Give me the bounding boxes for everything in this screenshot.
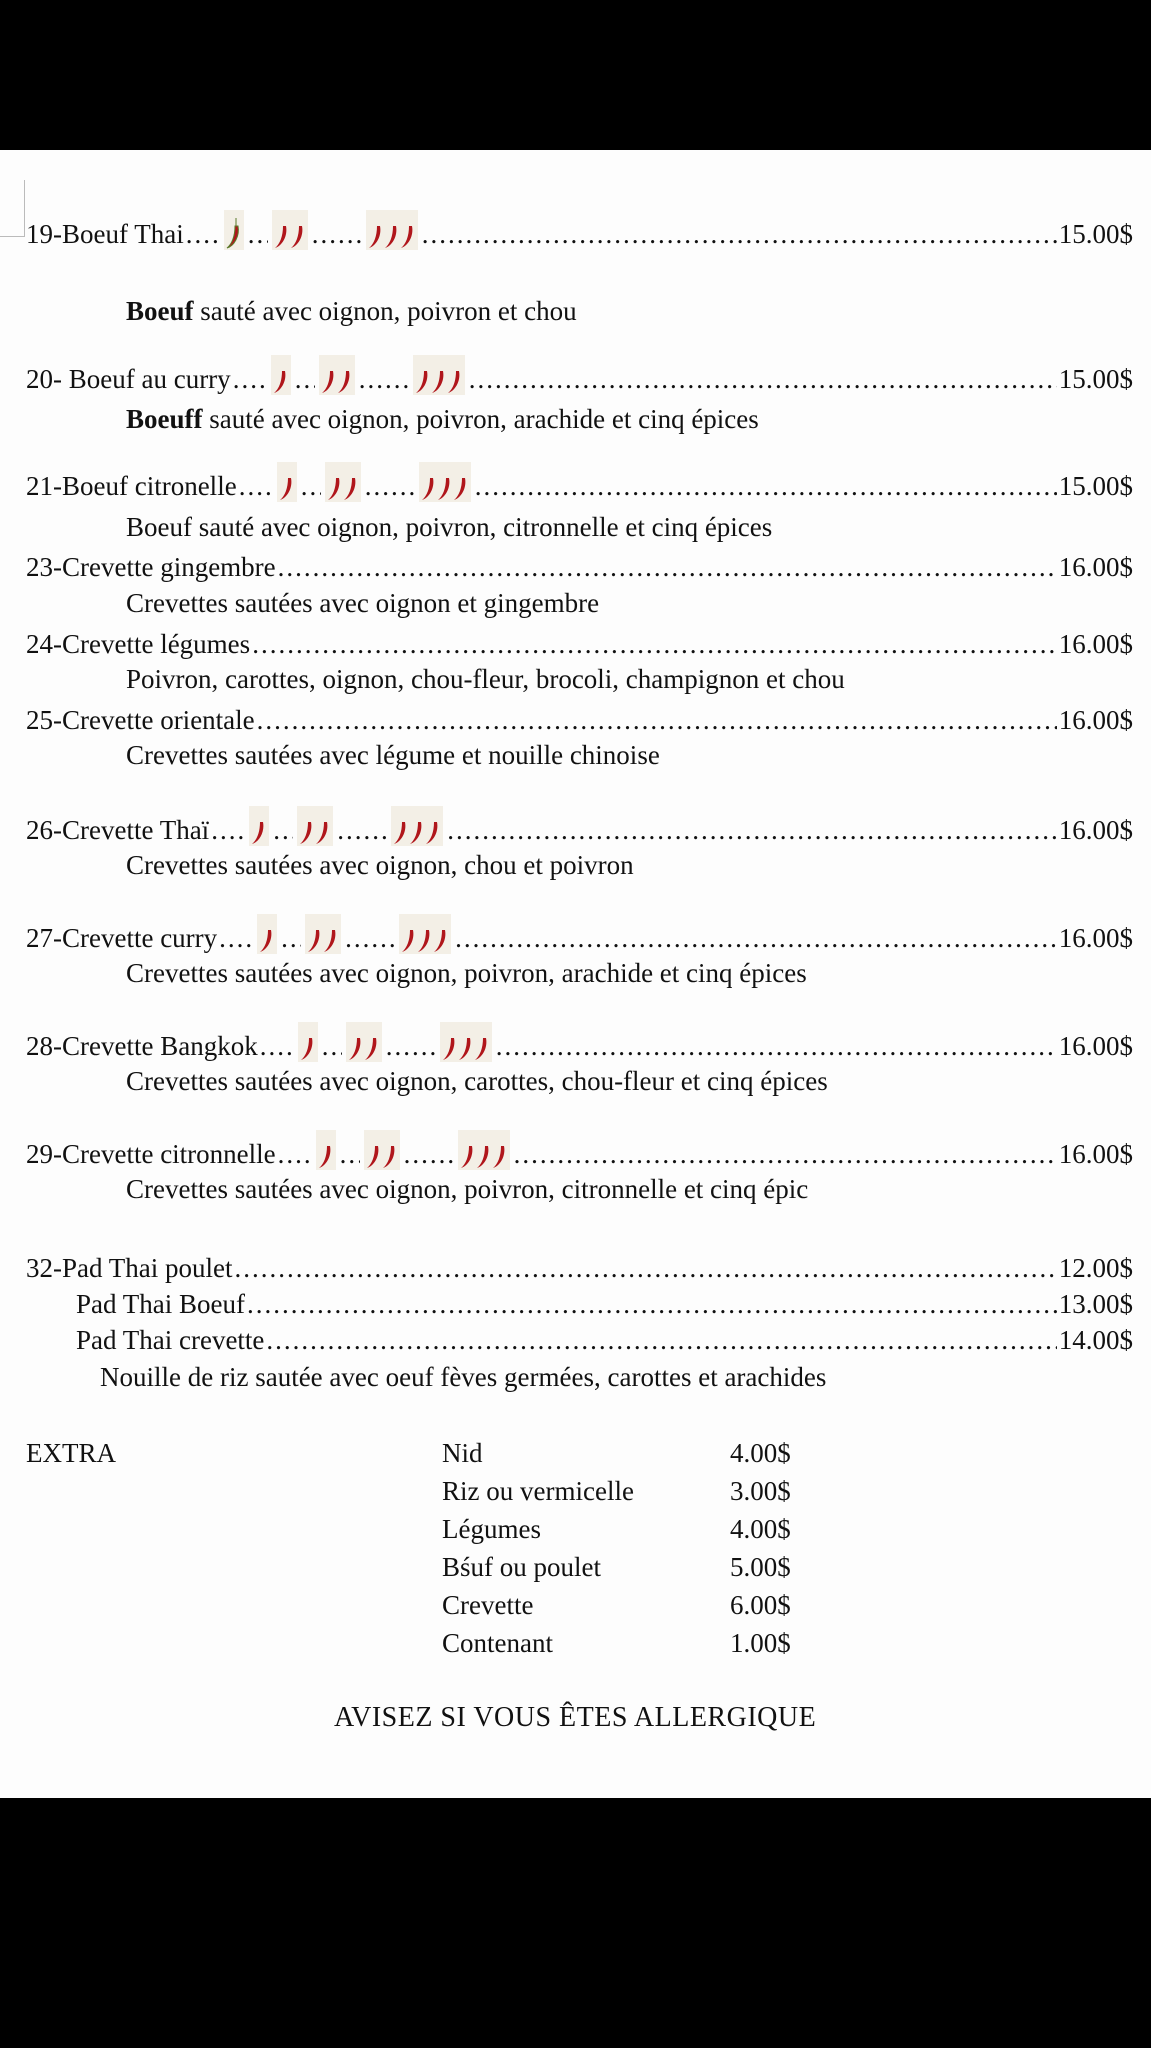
item-description: Crevettes sautées avec oignon, poivron, citronnelle et cinq épic	[126, 1174, 809, 1204]
menu-item: 24-Crevette légumes ..... 16.00$	[26, 620, 1133, 660]
chili-3-icon	[440, 1022, 492, 1062]
menu-item: 28-Crevette Bangkok ..... ..... ..... ..... 16.00$	[26, 1022, 1133, 1062]
menu-item: Pad Thai crevette ..... 14.00$	[76, 1316, 1133, 1356]
menu-item: 21-Boeuf citronelle ..... ..... ..... ..... 15.00$	[26, 462, 1133, 502]
extra-heading: EXTRA	[26, 1438, 116, 1468]
allergy-notice: AVISEZ SI VOUS ÊTES ALLERGIQUE	[334, 1702, 817, 1733]
item-description: Boeuf sauté avec oignon, poivron, citronnelle et cinq épices	[126, 512, 773, 542]
menu-item: 20- Boeuf au curry ..... ..... ..... ..... 15.00$	[26, 355, 1133, 395]
item-description: Crevettes sautées avec oignon, poivron, arachide et cinq épices	[126, 958, 807, 988]
chili-3-icon	[413, 355, 465, 395]
item-price: 15.00$	[1058, 219, 1133, 249]
chili-2-icon	[305, 914, 341, 954]
chili-2-icon	[319, 355, 355, 395]
item-description: Crevettes sautées avec oignon et gingembre	[126, 588, 600, 618]
menu-item: 25-Crevette orientale ..... 16.00$	[26, 696, 1133, 736]
menu-item: 26-Crevette Thaï ..... ..... ..... ..... 16.00$	[26, 806, 1133, 846]
menu-item: 29-Crevette citronnelle ..... ..... ..... ..... 16.00$	[26, 1130, 1133, 1170]
chili-2-icon	[325, 462, 361, 502]
chili-1-icon	[257, 914, 277, 954]
chili-1-icon	[316, 1130, 336, 1170]
item-description: Crevettes sautées avec oignon, carottes, chou-fleur et cinq épices	[126, 1066, 828, 1096]
chili-2-icon	[346, 1022, 382, 1062]
menu-item: 23-Crevette gingembre ..... 16.00$	[26, 543, 1133, 583]
chili-3-icon	[419, 462, 471, 502]
chili-1-icon	[298, 1022, 318, 1062]
item-description: Poivron, carottes, oignon, chou-fleur, brocoli, champignon et chou	[126, 664, 845, 694]
chili-1-icon	[249, 806, 269, 846]
menu-item	[26, 210, 1133, 250]
chili-2-icon	[272, 210, 308, 250]
menu-item: 32-Pad Thai poulet ..... 12.00$	[26, 1244, 1133, 1284]
chili-3-icon	[399, 914, 451, 954]
menu-item: Pad Thai Boeuf ..... 13.00$	[76, 1280, 1133, 1320]
item-name: 19-Boeuf Thai	[26, 219, 184, 249]
chili-1-icon	[271, 355, 291, 395]
chili-3-icon	[366, 210, 418, 250]
item-description: Boeuf sauté avec oignon, poivron et chou	[126, 296, 577, 326]
item-description: Crevettes sautées avec oignon, chou et poivron	[126, 850, 634, 880]
chili-3-icon	[391, 806, 443, 846]
item-description: Crevettes sautées avec légume et nouille chinoise	[126, 740, 660, 770]
menu-page: 19-Boeuf Thai ..... ..... ..... ..... 15.00$ Boeuf sauté avec oignon, poivron et chou 20- Boeuf au curry ..... ..... ..... ..... 15.00$ Boeuff sauté avec oignon, poivron, arachide et cinq épices 21-Boeuf citronelle ..... ..... ..... ..... 15.00$ Boeuf sauté avec oignon, poivron, citronnelle et cinq épices 23-Crevette gingembre ..... 16.00$ Crevettes sautées avec oignon et gingembre 24-Crevette légumes ..... 16.00$ Poivron, carottes, oignon, chou-fleur, brocoli, champignon et chou 25-Crevette orientale ..... 16.00$ Crevettes sautées avec légume et nouille chinoise 26-Crevette Thaï ..... ..... ..... ..... 16.00$ Crevettes sautées avec oignon, chou et poivron 27-Crevette curry ..... ..... ..... ..... 16.00$ Crevettes sautées avec oignon, poivron, arachide et cinq épices 28-Crevette Bangkok ..... ..... ..... ..... 16.00$ Crevettes sautées avec oignon, carottes, chou-fleur et cinq épices 29-Crevette citronnelle ..... ..... ..... ..... 16.00$ Crevettes sautées avec oignon, poivron, citronnelle et cinq épic 32-Pad Thai poulet ..... 12.00$ Pad Thai Boeuf ..... 13.00$ Pad Thai crevette ..... 14.00$ Nouille de riz sautée avec oeuf fèves germées, carottes et arachides EXTRA Nid 4.00$ Riz ou vermicelle 3.00$ Légumes 4.00$ Bśuf ou poulet 5.00$ Crevette 6.00$ Contenant 1.00$ AVISEZ SI VOUS ÊTES ALLERGIQUE	[0, 150, 1151, 1798]
menu-item: 27-Crevette curry ..... ..... ..... ..... 16.00$	[26, 914, 1133, 954]
chili-2-icon	[297, 806, 333, 846]
chili-1-icon	[277, 462, 297, 502]
chili-2-icon	[364, 1130, 400, 1170]
chili-1-icon	[224, 210, 244, 250]
page-corner-mark	[0, 180, 25, 237]
item-description: Boeuff sauté avec oignon, poivron, arachide et cinq épices	[126, 404, 759, 434]
chili-3-icon	[458, 1130, 510, 1170]
item-description: Nouille de riz sautée avec oeuf fèves germées, carottes et arachides	[100, 1362, 827, 1392]
